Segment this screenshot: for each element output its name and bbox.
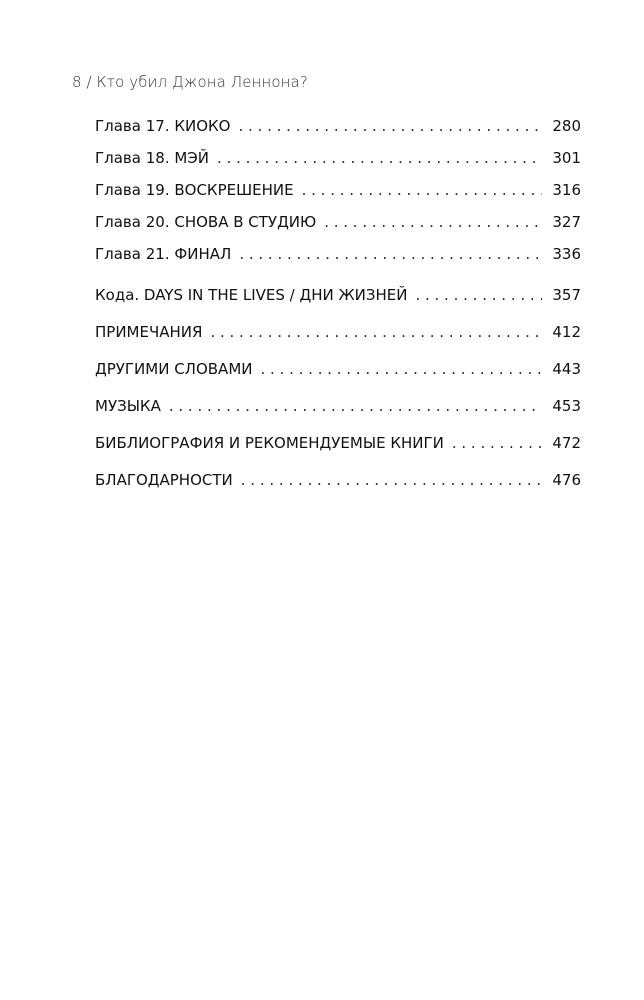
toc-entry-chapter-18 — [95, 148, 581, 168]
toc-entry-title: Глава 17. КИОКО — [95, 117, 231, 135]
toc-dot-leader — [217, 148, 542, 168]
toc-page-number: 443 — [552, 360, 581, 378]
toc-dot-leader — [169, 396, 543, 416]
toc-entry-bibliography — [95, 433, 581, 453]
toc-page-number: 336 — [552, 245, 581, 263]
toc-page-number: 357 — [552, 286, 581, 304]
toc-dot-leader — [452, 433, 543, 453]
toc-entry-chapter-17 — [95, 116, 581, 136]
toc-dot-leader — [210, 322, 542, 342]
toc-page-number: 412 — [552, 323, 581, 341]
toc-entry-title: Кода. DAYS IN THE LIVES / ДНИ ЖИЗНЕЙ — [95, 286, 408, 304]
toc-page-number: 472 — [552, 434, 581, 452]
toc-entry-notes — [95, 322, 581, 342]
toc-entry-title: Глава 19. ВОСКРЕШЕНИЕ — [95, 181, 294, 199]
toc-page-number: 476 — [552, 471, 581, 489]
toc-dot-leader — [238, 116, 542, 136]
toc-dot-leader — [260, 359, 542, 379]
toc-entry-title: Глава 20. СНОВА В СТУДИЮ — [95, 213, 317, 231]
toc-page-number: 280 — [552, 117, 581, 135]
toc-entry-title: БИБЛИОГРАФИЯ И РЕКОМЕНДУЕМЫЕ КНИГИ — [95, 434, 444, 452]
toc-entry-title: БЛАГОДАРНОСТИ — [95, 471, 233, 489]
toc-page-number: 327 — [552, 213, 581, 231]
toc-dot-leader — [302, 180, 543, 200]
toc-entry-in-other-words — [95, 359, 581, 379]
toc-page-number: 316 — [552, 181, 581, 199]
toc-entry-title: Глава 21. ФИНАЛ — [95, 245, 232, 263]
toc-entry-acknowledgements — [95, 470, 581, 490]
toc-entry-chapter-19 — [95, 180, 581, 200]
running-header: 8 / Кто убил Джона Леннона? — [72, 73, 308, 91]
toc-page-number: 301 — [552, 149, 581, 167]
table-of-contents — [95, 116, 581, 490]
toc-entry-music — [95, 396, 581, 416]
toc-dot-leader — [241, 470, 543, 490]
toc-entry-title: МУЗЫКА — [95, 397, 161, 415]
toc-entry-chapter-20 — [95, 212, 581, 232]
toc-entry-coda — [95, 285, 581, 305]
toc-entry-title: Глава 18. МЭЙ — [95, 149, 209, 167]
toc-dot-leader — [415, 285, 542, 305]
toc-page-number: 453 — [552, 397, 581, 415]
toc-dot-leader — [324, 212, 542, 232]
toc-entry-chapter-21 — [95, 244, 581, 264]
toc-entry-title: ДРУГИМИ СЛОВАМИ — [95, 360, 253, 378]
toc-dot-leader — [239, 244, 542, 264]
toc-entry-title: ПРИМЕЧАНИЯ — [95, 323, 203, 341]
